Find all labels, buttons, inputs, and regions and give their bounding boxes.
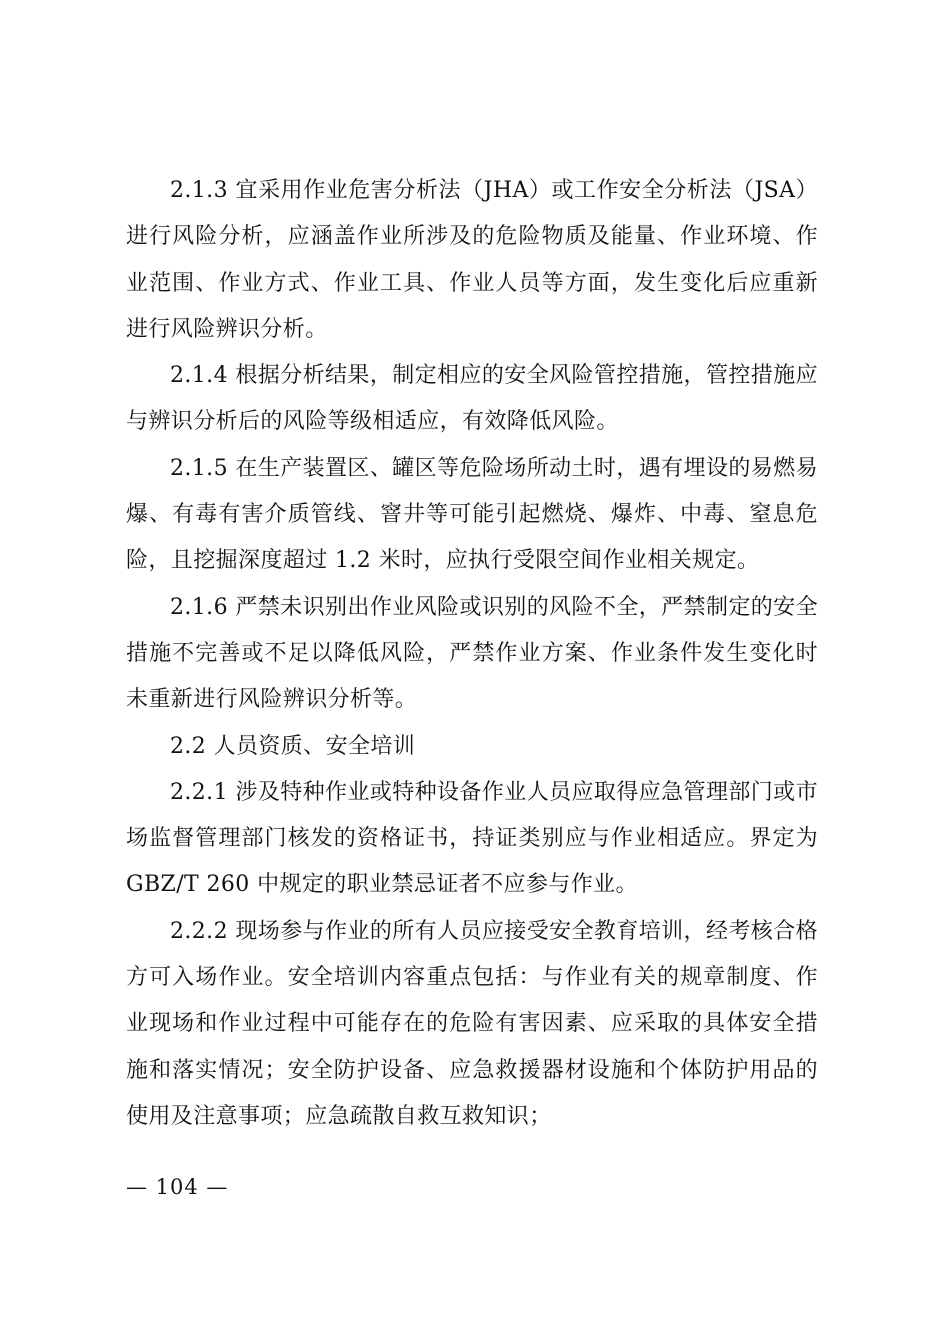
page-number: — 104 — <box>126 1175 229 1199</box>
paragraph-2-1-4: 2.1.4 根据分析结果，制定相应的安全风险管控措施，管控措施应与辨识分析后的风险等级相适应，有效降低风险。 <box>126 363 818 435</box>
body-text <box>126 168 818 1140</box>
paragraph-2-2-2: 2.2.2 现场参与作业的所有人员应接受安全教育培训，经考核合格方可入场作业。安全培训内容重点包括：与作业有关的规章制度、作业现场和作业过程中可能存在的危险有害因素、应采取的具体安全措施和落实情况；安全防护设备、应急救援器材设施和个体防护用品的使用及注意事项；应急疏散自救互救知识； <box>126 918 818 1129</box>
paragraph-2-1-6: 2.1.6 严禁未识别出作业风险或识别的风险不全，严禁制定的安全措施不完善或不足以降低风险，严禁作业方案、作业条件发生变化时未重新进行风险辨识分析等。 <box>126 594 818 713</box>
section-heading-2-2: 2.2 人员资质、安全培训 <box>170 733 416 759</box>
paragraph-2-2-1: 2.2.1 涉及特种作业或特种设备作业人员应取得应急管理部门或市场监督管理部门核发的资格证书，持证类别应与作业相适应。界定为 GBZ/T 260 中规定的职业禁忌证者不应参与作业。 <box>126 779 818 898</box>
paragraph-2-1-5: 2.1.5 在生产装置区、罐区等危险场所动土时，遇有埋设的易燃易爆、有毒有害介质管线、窨井等可能引起燃烧、爆炸、中毒、窒息危险，且挖掘深度超过 1.2 米时，应执行受限空间作业相关规定。 <box>126 455 818 574</box>
paragraph-2-1-3: 2.1.3 宜采用作业危害分析法（JHA）或工作安全分析法（JSA）进行风险分析，应涵盖作业所涉及的危险物质及能量、作业环境、作业范围、作业方式、作业工具、作业人员等方面，发生变化后应重新进行风险辨识分析。 <box>126 178 818 342</box>
